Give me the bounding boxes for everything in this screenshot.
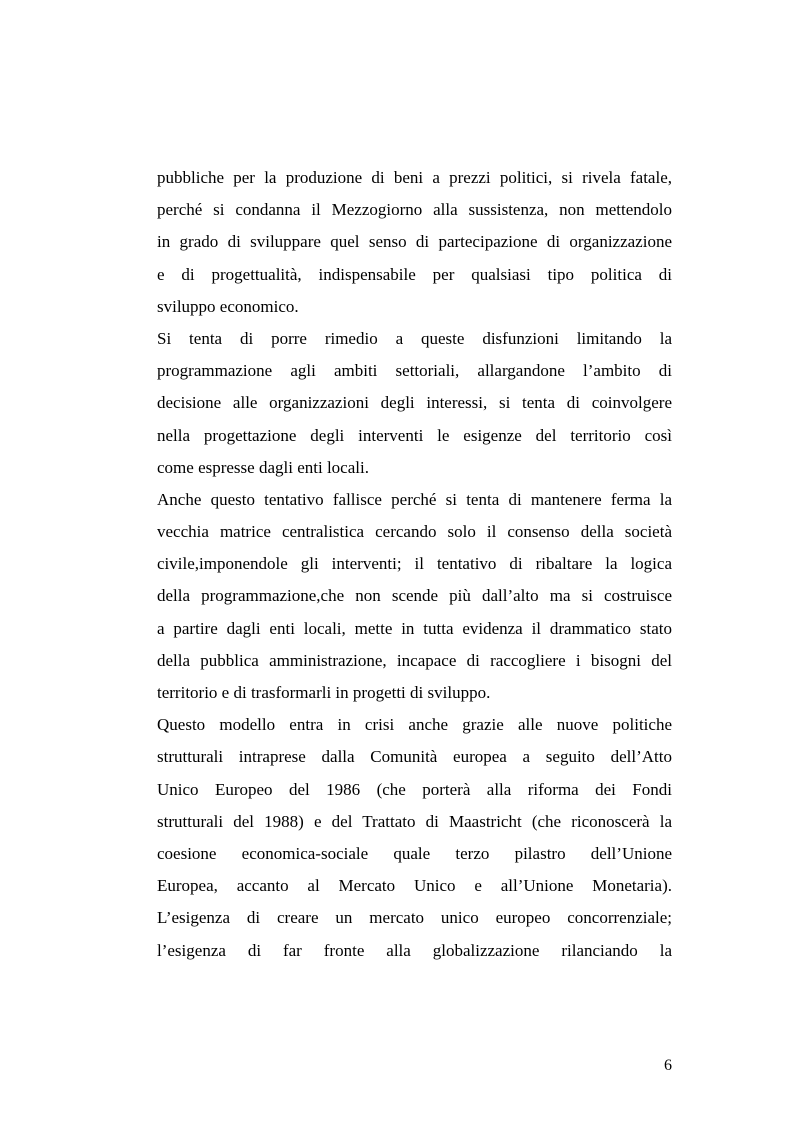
text-line: strutturali intraprese dalla Comunità europea a seguito dell’Atto — [157, 747, 672, 767]
text-line: coesione economica-sociale quale terzo pilastro dell’Unione — [157, 843, 672, 863]
text-line: sviluppo economico. — [157, 296, 299, 316]
text-line: Europea, accanto al Mercato Unico e all’Unione Monetaria). — [157, 876, 672, 896]
text-line: nella progettazione degli interventi le esigenze del territorio così — [157, 425, 672, 445]
text-line: programmazione agli ambiti settoriali, allargandone l’ambito di — [157, 361, 672, 381]
text-line: Si tenta di porre rimedio a queste disfunzioni limitando la — [157, 328, 672, 348]
text-line: della pubblica amministrazione, incapace di raccogliere i bisogni del — [157, 650, 672, 670]
text-line: e di progettualità, indispensabile per qualsiasi tipo politica di — [157, 264, 672, 284]
text-line: a partire dagli enti locali, mette in tutta evidenza il drammatico stato — [157, 618, 672, 638]
text-line: della programmazione,che non scende più dall’alto ma si costruisce — [157, 586, 672, 606]
text-line: territorio e di trasformarli in progetti di sviluppo. — [157, 683, 491, 702]
text-line: L’esigenza di creare un mercato unico europeo concorrenziale; — [157, 908, 672, 928]
text-line: perché si condanna il Mezzogiorno alla sussistenza, non mettendolo — [157, 200, 672, 220]
text-line: civile,imponendole gli interventi; il tentativo di ribaltare la logica — [157, 554, 672, 574]
text-line: pubbliche per la produzione di beni a prezzi politici, si rivela fatale, — [157, 168, 672, 187]
text-line: decisione alle organizzazioni degli interessi, si tenta di coinvolgere — [157, 393, 672, 413]
text-line: l’esigenza di far fronte alla globalizzazione rilanciando la — [157, 940, 672, 960]
body-text — [157, 162, 672, 967]
text-line: in grado di sviluppare quel senso di partecipazione di organizzazione — [157, 232, 672, 252]
text-line: Unico Europeo del 1986 (che porterà alla riforma dei Fondi — [157, 779, 672, 799]
text-line: Anche questo tentativo fallisce perché si tenta di mantenere ferma la — [157, 489, 672, 509]
text-line: vecchia matrice centralistica cercando solo il consenso della società — [157, 522, 672, 542]
page-number: 6 — [664, 1057, 672, 1074]
text-line: Questo modello entra in crisi anche grazie alle nuove politiche — [157, 715, 672, 735]
text-line: strutturali del 1988) e del Trattato di Maastricht (che riconoscerà la — [157, 811, 672, 831]
text-line: come espresse dagli enti locali. — [157, 457, 369, 477]
